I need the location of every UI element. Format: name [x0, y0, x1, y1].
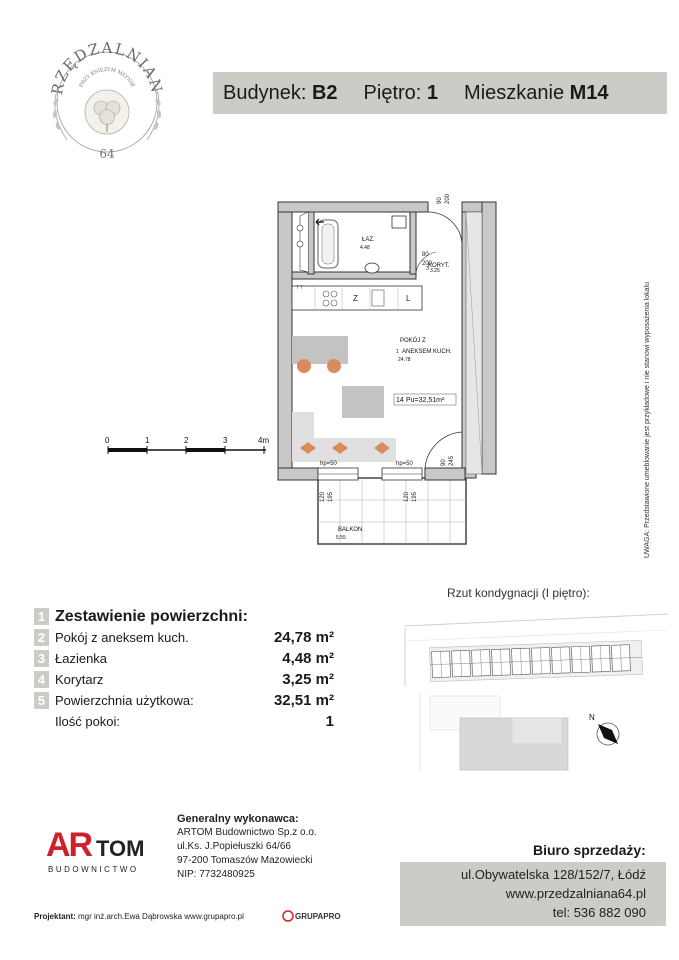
przedzalniana-logo: [22, 20, 192, 170]
contractor-line: 97-200 Tomaszów Mazowiecki: [177, 855, 313, 866]
svg-text:3: 3: [223, 436, 228, 445]
rooms-count-row: [34, 711, 334, 732]
contractor-info: [177, 812, 317, 882]
contractor-line: ARTOM Budownictwo Sp.z o.o.: [177, 827, 317, 838]
row-number: 2: [34, 629, 49, 646]
artom-logo: [46, 822, 156, 878]
svg-text:L: L: [406, 294, 411, 303]
svg-text:5.55: 5.55: [336, 535, 346, 541]
svg-text:195: 195: [328, 491, 334, 502]
floor-info: Piętro: 1: [363, 81, 439, 104]
designer-credit: Projektant: mgr inż.arch.Ewa Dąbrowska www.grupapro.pl: [34, 912, 244, 921]
svg-text:1: 1: [396, 349, 399, 355]
svg-text:Z: Z: [353, 294, 358, 303]
svg-text:120: 120: [320, 491, 326, 502]
row-number: 4: [34, 671, 49, 688]
svg-text:hp=50: hp=50: [320, 461, 337, 467]
row-label: Powierzchnia użytkowa:: [55, 693, 194, 708]
wall-bottom-right: [425, 468, 465, 480]
summary-row: [34, 690, 334, 711]
sales-website[interactable]: www.przedzalniana64.pl: [505, 886, 646, 901]
coffee-table: [342, 386, 384, 418]
svg-text:ŁAZ.: ŁAZ.: [362, 237, 375, 243]
row-value: 3,25 m²: [282, 671, 334, 688]
svg-text:PRZY KSIĘŻYM MŁYNIE: PRZY KSIĘŻYM MŁYNIE: [78, 66, 136, 89]
wall-bath-left: [308, 212, 314, 274]
row-label: Pokój z aneksem kuch.: [55, 630, 189, 645]
sales-office-title: Biuro sprzedaży:: [533, 842, 646, 858]
svg-text:PRZĘDZALNIANA: RZĘDZALNIAN: [47, 38, 167, 97]
grupapro-logo: [282, 906, 342, 926]
svg-text:80: 80: [422, 252, 429, 258]
row-value: 4,48 m²: [282, 650, 334, 667]
summary-row: [34, 648, 334, 669]
floor-overview-label: Rzut kondygnacji (I piętro):: [447, 586, 590, 600]
svg-text:64: 64: [99, 147, 115, 161]
svg-text:14: 14: [396, 397, 404, 404]
svg-text:TOM: TOM: [96, 836, 145, 861]
svg-text:POKÓJ Z: POKÓJ Z: [400, 338, 426, 344]
svg-text:0: 0: [105, 436, 110, 445]
contractor-title: Generalny wykonawca:: [177, 813, 299, 825]
header-bar: [213, 72, 667, 114]
svg-text:4m: 4m: [258, 436, 270, 445]
sales-phone[interactable]: tel: 536 882 090: [552, 905, 646, 920]
rooms-value: 1: [325, 713, 334, 730]
row-value: 32,51 m²: [273, 692, 334, 709]
svg-text:Pu=32,51m²: Pu=32,51m²: [406, 397, 445, 404]
svg-text:2: 2: [184, 436, 189, 445]
summary-title: Zestawienie powierzchni:: [55, 607, 248, 625]
svg-text:N: N: [589, 713, 595, 722]
row-label: Korytarz: [55, 672, 104, 687]
site-plan: [400, 606, 670, 771]
wall-bath-right: [410, 212, 416, 274]
row-label: Łazienka: [55, 651, 108, 666]
sales-office-box: [400, 862, 666, 926]
wall-outer-right: [482, 202, 496, 474]
svg-text:4.48: 4.48: [360, 245, 370, 251]
svg-text:ANEKSEM KUCH.: ANEKSEM KUCH.: [402, 349, 452, 355]
contractor-line: ul.Ks. J.Popiełuszki 64/66: [177, 841, 291, 852]
wall-bottom-left: [278, 468, 318, 480]
row-value: 24,78 m²: [273, 629, 334, 646]
row-number: 3: [34, 650, 49, 667]
wall-left: [278, 202, 292, 478]
unit-info: Mieszkanie M14: [464, 81, 609, 104]
svg-text:KORYT.: KORYT.: [428, 263, 450, 269]
chair-1: [297, 359, 311, 373]
svg-text:120: 120: [404, 491, 410, 502]
svg-text:245: 245: [449, 455, 455, 466]
svg-text:BALKON: BALKON: [338, 527, 363, 533]
contractor-line: NIP: 7732480925: [177, 869, 255, 880]
chair-2: [327, 359, 341, 373]
summary-row: [34, 669, 334, 690]
svg-text:GRUPAPRO: GRUPAPRO: [295, 912, 341, 921]
svg-text:BUDOWNICTWO: BUDOWNICTWO: [48, 865, 139, 874]
svg-text:hp=50: hp=50: [396, 461, 413, 467]
summary-title-row: [34, 606, 334, 627]
floor-plan: [100, 190, 540, 560]
svg-text:200: 200: [422, 261, 433, 267]
area-summary: [34, 606, 334, 732]
svg-text:3: 3: [426, 266, 429, 272]
sales-address: ul.Obywatelska 128/152/7, Łódź: [460, 867, 646, 882]
svg-text:AR: AR: [46, 826, 92, 864]
sofa-side: [292, 412, 314, 462]
svg-text:1: 1: [145, 436, 150, 445]
svg-text:↑↑: ↑↑: [296, 284, 303, 291]
furniture-disclaimer: UWAGA: Przedstawione umeblowanie jest przykładowe i nie stanowi wyposażenia lokalu: [644, 282, 651, 558]
rooms-label: Ilość pokoi:: [55, 714, 121, 729]
svg-text:200: 200: [445, 193, 451, 204]
row-number: 1: [34, 608, 49, 625]
svg-text:195: 195: [412, 491, 418, 502]
svg-text:90: 90: [437, 197, 443, 204]
sink: [392, 216, 406, 228]
building-info: Budynek: B2: [223, 81, 338, 104]
toilet: [365, 263, 379, 273]
svg-text:3.25: 3.25: [430, 268, 440, 274]
svg-text:90: 90: [441, 459, 447, 466]
dining-table: [292, 336, 348, 364]
summary-row: [34, 627, 334, 648]
svg-text:24.78: 24.78: [398, 357, 411, 363]
scale-bar: [105, 436, 269, 454]
wall-top-left: [278, 202, 428, 212]
row-number: 5: [34, 692, 49, 709]
